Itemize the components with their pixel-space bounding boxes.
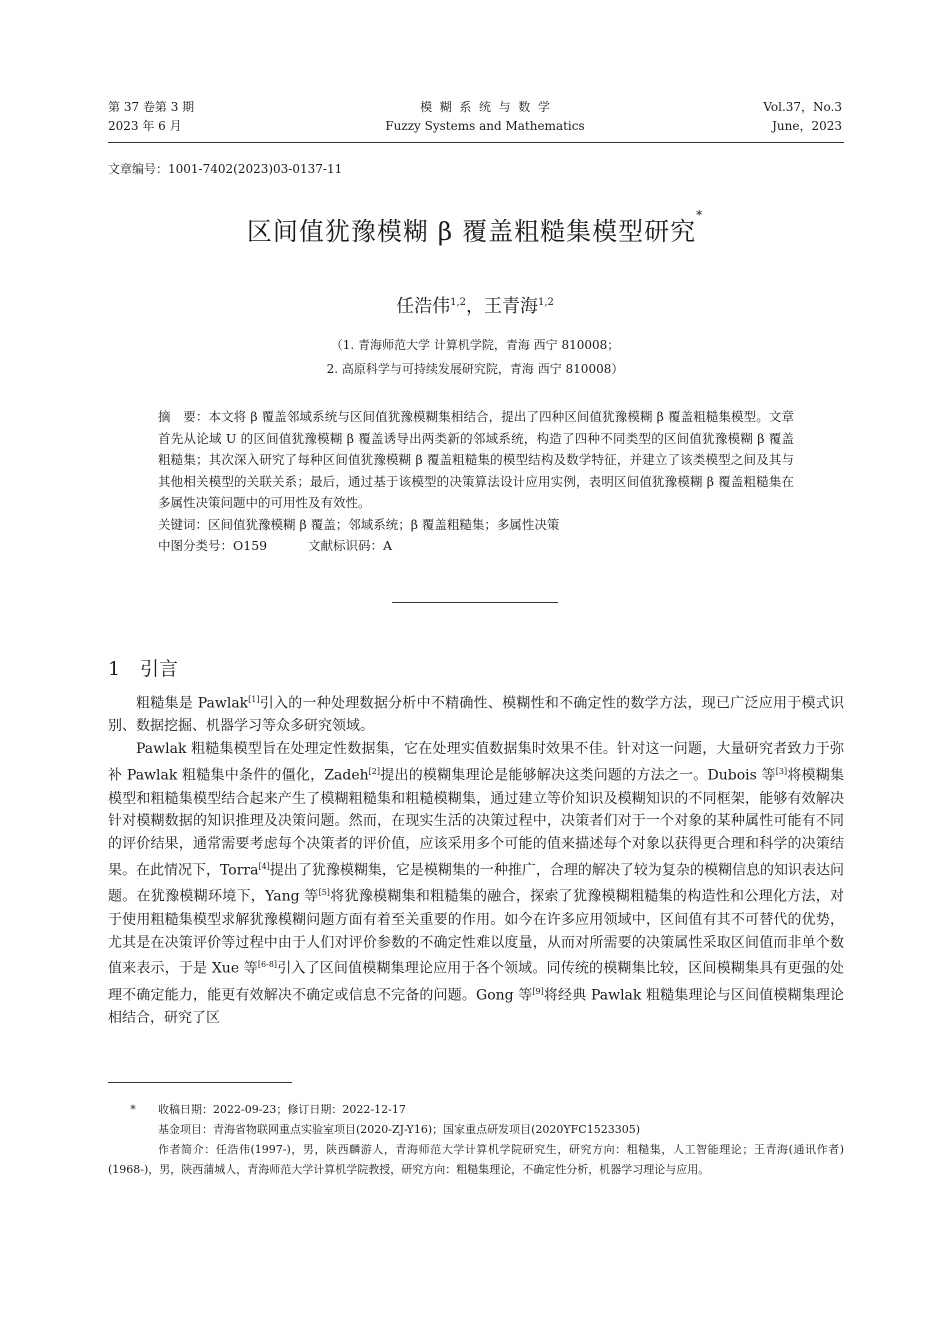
abstract-block [158,406,794,557]
body-paragraph [108,689,844,738]
keywords-text: 区间值犹豫模糊 β 覆盖；邻域系统；β 覆盖粗糙集；多属性决策 [208,516,560,532]
citation: [6-8] [257,960,278,970]
journal-vol-no-en: Vol.37，No.3 [763,100,842,114]
author-name: 王青海 [484,296,538,317]
footnotes [108,1100,844,1180]
paper-title [0,208,950,248]
citation: [4] [258,861,270,871]
text-run: 将犹豫模糊集和粗糙集的融合，探索了犹豫模糊粗糙集的构造性和公理化方法，对于使用粗糙集模型求解犹豫模糊问题方面有着至关重要的作用。如今在许多应用领域中，区间值有其不可替代的优势，尤其是在决策评价等过程中由于人们对评价参数的不确定性难以度量，从而对所需要的决策属性采取区间值而非单个数值来表示，于是 Xue 等 [108,889,844,978]
keywords-label: 关键词： [158,516,209,532]
paper-title-text: 区间值犹豫模糊 β 覆盖粗糙集模型研究 [246,217,697,246]
abstract-paragraph [158,406,794,514]
affiliation-1: （1. 青海师范大学 计算机学院，青海 西宁 810008； [330,338,620,352]
footnote-fund: 基金项目：青海省物联网重点实验室项目(2020-ZJ-Y16)；国家重点研发项目(2020YFC1523305) [158,1123,640,1136]
header-center [300,98,670,136]
footnote-dates [108,1100,844,1120]
citation: [2] [368,767,381,777]
author-list [0,292,950,318]
abstract-text: 本文将 β 覆盖邻域系统与区间值犹豫模糊集相结合，提出了四种区间值犹豫模糊 β 覆盖粗糙集模型。文章首先从论域 U 的区间值犹豫模糊 β 覆盖诱导出两类新的邻域系统，构造了四种不同类型的区间值犹豫模糊 β 覆盖粗糙集；其次深入研究了每种区间值犹豫模糊 β 覆盖粗糙集的模型结构及数学特征，并建立了该类模型之间及其与其他相关模型的关联关系；最后，通过基于该模型的决策算法设计应用实例，表明区间值犹豫模糊 β 覆盖粗糙集在多属性决策问题中的可用性及有效性。 [158,409,794,510]
author-affil-sup: 1,2 [450,297,466,308]
title-footnote-mark: * [696,208,704,222]
affiliation-2: 2. 高原科学与可持续发展研究院，青海 西宁 810008） [326,362,624,376]
citation: [3] [775,767,788,777]
section-heading [108,654,178,681]
classification-line [158,535,794,557]
text-run: 将经典 Pawlak 粗糙集理论与区间值模糊集理论相结合，研究了区 [108,987,845,1027]
section-number: 1 [108,658,121,680]
footnote-bio: 作者简介：任浩伟(1997-)，男，陕西麟游人，青海师范大学计算机学院研究生，研究方向：粗糙集，人工智能理论；王青海(通讯作者)(1968-)，男，陕西蒲城人，青海师范大学计算机学院教授，研究方向：粗糙集理论，不确定性分析，机器学习理论与应用。 [108,1143,844,1176]
doc-code-value: A [383,538,393,553]
footnote-rule [108,1082,292,1083]
clc-label: 中图分类号： [158,538,234,553]
text-run: 提出的模糊集理论是能够解决这类问题的方法之一。Dubois 等 [380,767,776,784]
text-run: 收稿日期：2022-09-23；修订日期：2022-12-17 [158,1103,406,1116]
citation: [9] [532,986,544,996]
author-separator: ， [466,296,484,317]
journal-date-en: June，2023 [772,119,842,133]
keywords-line [158,514,794,536]
author-affil-sup: 1,2 [538,297,554,308]
text-run: 将模糊集模型和粗糙集模型结合起来产生了模糊粗糙集和粗糙模糊集，通过建立等价知识及模糊知识的不同框架，能够有效解决针对模糊数据的知识推理及决策问题。然而，在现实生活的决策过程中，决策者们对于一个对象的某种属性可能有不同的评价结果，通常需要考虑每个决策者的评价值，应该采用多个可能的值来描述每个对象以获得更合理和科学的决策结果。在此情况下，Torra [108,767,845,879]
footnote-star: * [130,1103,136,1116]
journal-name-cn: 模 糊 系 统 与 数 学 [420,100,550,114]
citation: [5] [318,888,330,898]
citation: [1] [248,695,260,704]
header-left [108,98,194,136]
doc-code-label: 文献标识码： [308,538,384,553]
journal-volume-issue: 第 37 卷第 3 期 [108,100,195,114]
header-rule [108,142,844,143]
journal-date-cn: 2023 年 6 月 [108,119,182,133]
text-run: 提出了犹豫模糊集，它是模糊集的一种推广，合理的解决了较为复杂的模糊信息的知识表达问题。在犹豫模糊环境下，Yang 等 [108,862,844,905]
text-run: 引入了区间值模糊集理论应用于各个领域。同传统的模糊集比较，区间模糊集具有更强的处理不确定能力，能更有效解决不确定或信息不完备的问题。Gong 等 [108,961,845,1004]
text-run: 引入的一种处理数据分析中不精确性、模糊性和不确定性的数学方法，现已广泛应用于模式识别、数据挖掘、机器学习等众多研究领域。 [108,695,844,735]
text-run: Pawlak 粗糙集模型旨在处理定性数据集，它在处理实值数据集时效果不佳。针对这一问题，大量研究者致力于弥补 Pawlak 粗糙集中条件的僵化，Zadeh [108,741,844,784]
section-body [108,689,844,1030]
journal-name-en: Fuzzy Systems and Mathematics [385,119,585,133]
article-number: 文章编号：1001-7402(2023)03-0137-11 [108,162,343,176]
abstract-divider [392,602,558,603]
body-paragraph [108,738,844,1030]
clc-value: O159 [233,538,268,553]
text-run: 粗糙集是 Pawlak [136,695,249,712]
author-name: 任浩伟 [396,296,451,317]
header-right [763,98,842,136]
abstract-label: 摘 要： [158,409,209,424]
section-title: 引言 [140,658,179,680]
